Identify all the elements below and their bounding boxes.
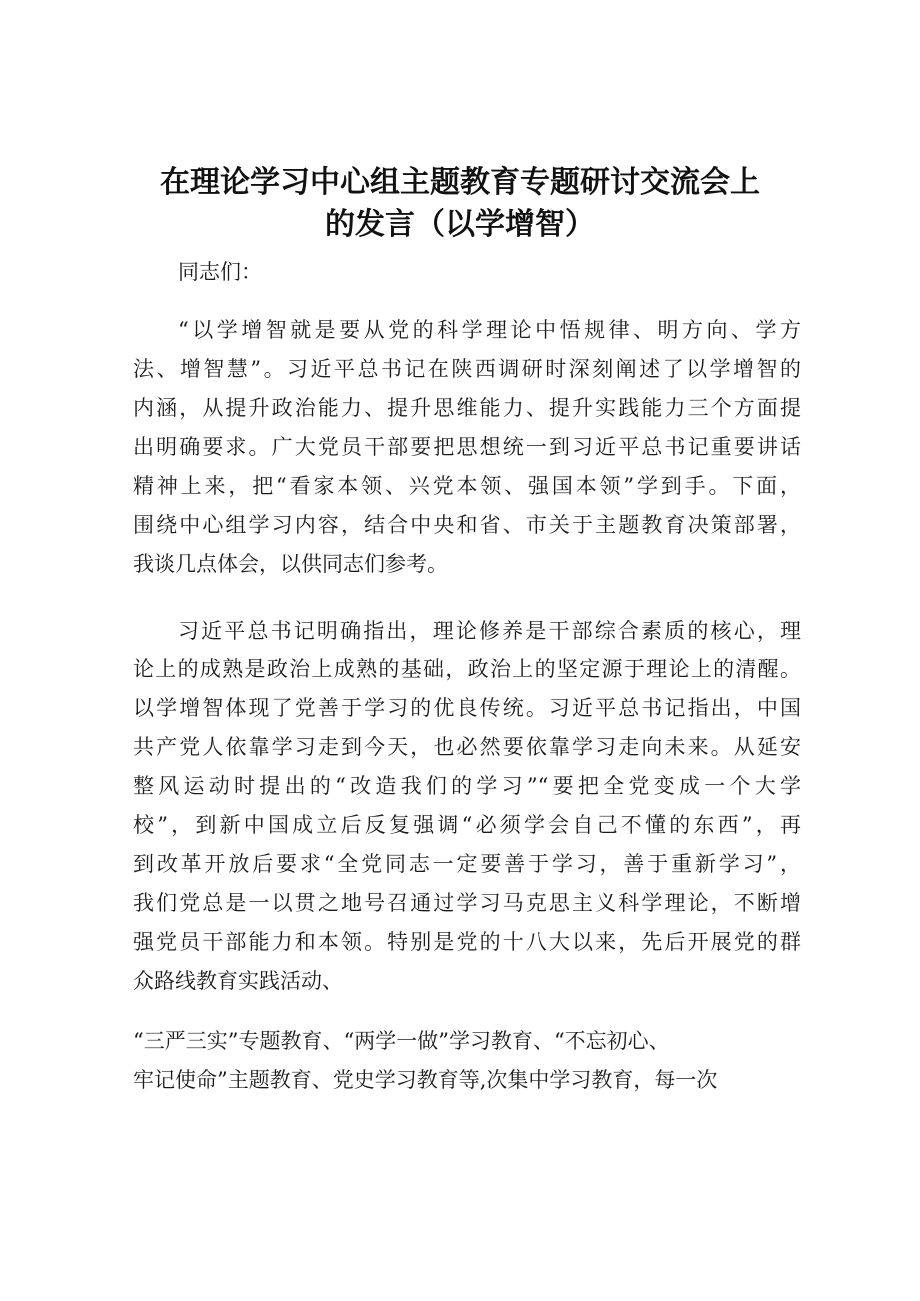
paragraph-2-line: 众路线教育实践活动、 [133,969,343,993]
paragraph-2-line: 我们党总是一以贯之地号召通过学习马克思主义科学理论，不断增 [133,891,801,915]
paragraph-2-line: 共产党人依靠学习走到今天，也必然要依靠学习走向未来。从延安 [133,735,801,759]
paragraph-1-line: 围绕中心组学习内容，结合中央和省、市关于主题教育决策部署， [133,513,801,537]
paragraph-2-line: “三严三实”专题教育、“两学一做”学习教育、“不忘初心、 [133,1029,670,1053]
document-title-line-1: 在理论学习中心组主题教育专题研讨交流会上 [160,165,760,200]
paragraph-1-line: 出明确要求。广大党员干部要把思想统一到习近平总书记重要讲话 [133,435,801,459]
paragraph-1-line: 内涵，从提升政治能力、提升思维能力、提升实践能力三个方面提 [133,396,801,420]
paragraph-1-line: 精神上来，把“看家本领、兴党本领、强国本领”学到手。下面， [133,474,801,498]
paragraph-2-line: 整风运动时提出的“改造我们的学习”“要把全党变成一个大学 [133,774,801,798]
paragraph-2-line: 强党员干部能力和本领。特别是党的十八大以来，先后开展党的群 [133,930,801,954]
paragraph-2-line: 校”，到新中国成立后反复强调“必须学会自己不懂的东西”，再 [133,813,801,837]
paragraph-1-line: 法、增智慧”。习近平总书记在陕西调研时深刻阐述了以学增智的 [133,357,801,381]
paragraph-2-line: 习近平总书记明确指出，理论修养是干部综合素质的核心，理 [178,619,801,643]
paragraph-2-line: 到改革开放后要求“全党同志一定要善于学习，善于重新学习”， [133,852,801,876]
paragraph-1-line: 我谈几点体会，以供同志们参考。 [133,552,448,576]
paragraph-1-line: “以学增智就是要从党的科学理论中悟规律、明方向、学方 [178,318,801,342]
paragraph-2-line: 以学增智体现了党善于学习的优良传统。习近平总书记指出，中国 [133,696,801,720]
document-title-line-2: 的发言（以学增智） [325,207,595,242]
paragraph-2-line: 论上的成熟是政治上成熟的基础，政治上的坚定源于理论上的清醒。 [133,657,801,681]
paragraph-2-line: 牢记使命”主题教育、党史学习教育等,次集中学习教育，每一次 [133,1068,718,1092]
greeting: 同志们： [178,260,262,284]
